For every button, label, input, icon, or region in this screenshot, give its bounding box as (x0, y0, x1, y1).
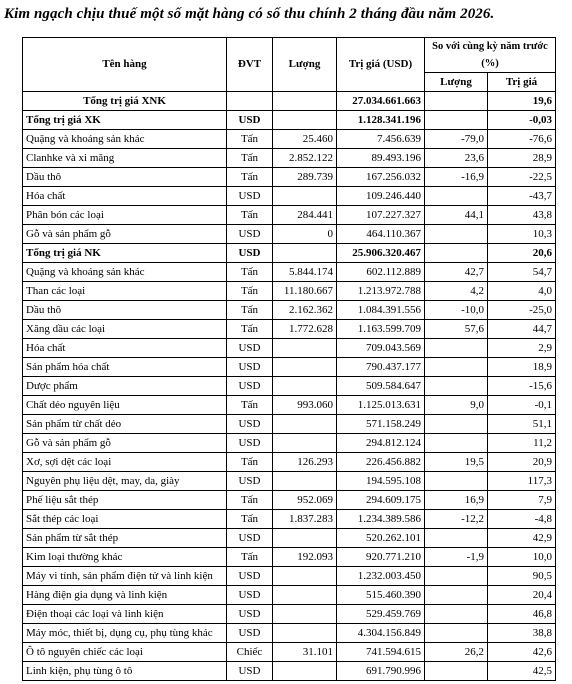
cell-value: 27.034.661.663 (337, 92, 425, 111)
cell-item-name: Phế liệu sắt thép (23, 491, 227, 510)
cell-unit: Tấn (227, 168, 273, 187)
cell-unit: USD (227, 586, 273, 605)
cell-quantity (273, 472, 337, 491)
cell-quantity: 126.293 (273, 453, 337, 472)
cell-unit: USD (227, 187, 273, 206)
cell-pct-value: 18,9 (488, 358, 556, 377)
cell-unit: USD (227, 434, 273, 453)
cell-item-name: Dầu thô (23, 301, 227, 320)
cell-item-name: Tổng trị giá XNK (23, 92, 227, 111)
cell-value: 25.906.320.467 (337, 244, 425, 263)
table-row (23, 206, 556, 225)
cell-value: 167.256.032 (337, 168, 425, 187)
cell-item-name: Máy móc, thiết bị, dụng cụ, phụ tùng khác (23, 624, 227, 643)
cell-quantity (273, 624, 337, 643)
table-row (23, 415, 556, 434)
cell-value: 1.234.389.586 (337, 510, 425, 529)
cell-quantity: 192.093 (273, 548, 337, 567)
cell-value: 515.460.390 (337, 586, 425, 605)
cell-pct-quantity (425, 111, 488, 130)
cell-value: 107.227.327 (337, 206, 425, 225)
cell-value: 194.595.108 (337, 472, 425, 491)
cell-quantity: 952.069 (273, 491, 337, 510)
cell-pct-quantity: -79,0 (425, 130, 488, 149)
cell-unit: USD (227, 244, 273, 263)
cell-quantity: 993.060 (273, 396, 337, 415)
cell-pct-quantity: -16,9 (425, 168, 488, 187)
cell-quantity (273, 434, 337, 453)
cell-pct-value: -22,5 (488, 168, 556, 187)
cell-pct-value: 19,6 (488, 92, 556, 111)
cell-unit: USD (227, 472, 273, 491)
cell-value: 464.110.367 (337, 225, 425, 244)
cell-item-name: Gỗ và sản phẩm gỗ (23, 434, 227, 453)
cell-pct-value: -4,8 (488, 510, 556, 529)
cell-pct-value: -25,0 (488, 301, 556, 320)
table-row (23, 187, 556, 206)
cell-pct-quantity: 26,2 (425, 643, 488, 662)
table-row (23, 548, 556, 567)
cell-pct-quantity: -10,0 (425, 301, 488, 320)
cell-unit: USD (227, 377, 273, 396)
table-row (23, 320, 556, 339)
cell-item-name: Clanhke và xi măng (23, 149, 227, 168)
cell-unit: Tấn (227, 263, 273, 282)
cell-quantity (273, 415, 337, 434)
cell-item-name: Xăng dầu các loại (23, 320, 227, 339)
table-row (23, 453, 556, 472)
cell-quantity (273, 358, 337, 377)
table-row (23, 491, 556, 510)
cell-item-name: Hóa chất (23, 339, 227, 358)
cell-pct-value: 11,2 (488, 434, 556, 453)
cell-item-name: Quặng và khoáng sản khác (23, 263, 227, 282)
cell-item-name: Linh kiện, phụ tùng ô tô (23, 662, 227, 681)
cell-value: 709.043.569 (337, 339, 425, 358)
cell-unit: USD (227, 225, 273, 244)
cell-item-name: Kim loại thường khác (23, 548, 227, 567)
table-row (23, 510, 556, 529)
cell-unit: Tấn (227, 396, 273, 415)
cell-pct-quantity (425, 567, 488, 586)
cell-item-name: Phân bón các loại (23, 206, 227, 225)
cell-pct-quantity (425, 339, 488, 358)
document-title: Kim ngạch chịu thuế một số mặt hàng có số thu chính 2 tháng đầu năm 2026. (4, 6, 495, 22)
cell-value: 741.594.615 (337, 643, 425, 662)
table-row (23, 168, 556, 187)
cell-pct-quantity (425, 225, 488, 244)
cell-quantity (273, 187, 337, 206)
cell-unit: Tấn (227, 149, 273, 168)
table-row (23, 111, 556, 130)
cell-unit: USD (227, 605, 273, 624)
cell-quantity (273, 529, 337, 548)
cell-value: 7.456.639 (337, 130, 425, 149)
cell-pct-value: 2,9 (488, 339, 556, 358)
table-row (23, 605, 556, 624)
table-row (23, 130, 556, 149)
cell-quantity: 5.844.174 (273, 263, 337, 282)
cell-pct-quantity (425, 434, 488, 453)
cell-quantity (273, 339, 337, 358)
cell-item-name: Sắt thép các loại (23, 510, 227, 529)
cell-item-name: Hàng điện gia dụng và linh kiện (23, 586, 227, 605)
cell-value: 294.812.124 (337, 434, 425, 453)
cell-pct-value: 46,8 (488, 605, 556, 624)
cell-value: 226.456.882 (337, 453, 425, 472)
cell-unit: Tấn (227, 282, 273, 301)
cell-unit (227, 92, 273, 111)
header-item-name: Tên hàng (23, 38, 227, 92)
cell-quantity (273, 662, 337, 681)
cell-quantity (273, 92, 337, 111)
cell-pct-value: 42,6 (488, 643, 556, 662)
table-row (23, 529, 556, 548)
cell-pct-value: 42,9 (488, 529, 556, 548)
cell-pct-value: 51,1 (488, 415, 556, 434)
cell-pct-quantity (425, 529, 488, 548)
table-row (23, 643, 556, 662)
cell-pct-value: -0,1 (488, 396, 556, 415)
cell-item-name: Sản phẩm từ sắt thép (23, 529, 227, 548)
table-row (23, 624, 556, 643)
table-row (23, 301, 556, 320)
cell-quantity (273, 605, 337, 624)
cell-pct-quantity (425, 377, 488, 396)
cell-pct-value: 42,5 (488, 662, 556, 681)
header-compare: So với cùng kỳ năm trước (%) (425, 38, 556, 73)
cell-value: 1.232.003.450 (337, 567, 425, 586)
cell-unit: Tấn (227, 301, 273, 320)
cell-item-name: Quặng và khoáng sản khác (23, 130, 227, 149)
cell-quantity (273, 586, 337, 605)
cell-item-name: Máy vi tính, sản phẩm điện tử và linh kiện (23, 567, 227, 586)
cell-pct-quantity: -12,2 (425, 510, 488, 529)
cell-quantity (273, 377, 337, 396)
table-row (23, 263, 556, 282)
tax-turnover-table (22, 37, 556, 681)
cell-pct-value: 20,6 (488, 244, 556, 263)
header-quantity: Lượng (273, 38, 337, 92)
header-compare-value: Trị giá (488, 73, 556, 92)
cell-pct-value: 20,4 (488, 586, 556, 605)
cell-unit: USD (227, 567, 273, 586)
header-unit: ĐVT (227, 38, 273, 92)
cell-value: 520.262.101 (337, 529, 425, 548)
cell-unit: USD (227, 111, 273, 130)
cell-pct-value: 43,8 (488, 206, 556, 225)
cell-unit: Tấn (227, 510, 273, 529)
cell-unit: USD (227, 415, 273, 434)
cell-item-name: Ô tô nguyên chiếc các loại (23, 643, 227, 662)
cell-item-name: Tổng trị giá XK (23, 111, 227, 130)
cell-item-name: Nguyên phụ liệu dệt, may, da, giày (23, 472, 227, 491)
cell-unit: USD (227, 529, 273, 548)
cell-pct-quantity (425, 624, 488, 643)
header-value: Trị giá (USD) (337, 38, 425, 92)
cell-value: 294.609.175 (337, 491, 425, 510)
cell-quantity: 284.441 (273, 206, 337, 225)
cell-value: 1.125.013.631 (337, 396, 425, 415)
cell-quantity: 1.772.628 (273, 320, 337, 339)
cell-pct-value: 44,7 (488, 320, 556, 339)
cell-value: 691.790.996 (337, 662, 425, 681)
cell-value: 1.213.972.788 (337, 282, 425, 301)
cell-value: 89.493.196 (337, 149, 425, 168)
cell-item-name: Dầu thô (23, 168, 227, 187)
cell-unit: Tấn (227, 491, 273, 510)
cell-pct-quantity: 9,0 (425, 396, 488, 415)
cell-pct-quantity: 4,2 (425, 282, 488, 301)
header-compare-quantity: Lượng (425, 73, 488, 92)
cell-value: 602.112.889 (337, 263, 425, 282)
cell-quantity (273, 244, 337, 263)
table-row (23, 434, 556, 453)
cell-pct-quantity (425, 472, 488, 491)
cell-value: 790.437.177 (337, 358, 425, 377)
table-row (23, 225, 556, 244)
table-row (23, 92, 556, 111)
cell-pct-quantity (425, 92, 488, 111)
cell-value: 529.459.769 (337, 605, 425, 624)
cell-value: 1.128.341.196 (337, 111, 425, 130)
table-row (23, 472, 556, 491)
cell-unit: Tấn (227, 548, 273, 567)
cell-pct-quantity (425, 187, 488, 206)
cell-pct-value: 20,9 (488, 453, 556, 472)
cell-unit: Tấn (227, 320, 273, 339)
table-row (23, 567, 556, 586)
cell-pct-quantity (425, 586, 488, 605)
cell-pct-quantity (425, 415, 488, 434)
cell-item-name: Chất dẻo nguyên liệu (23, 396, 227, 415)
cell-pct-value: -0,03 (488, 111, 556, 130)
table-row (23, 358, 556, 377)
cell-pct-quantity (425, 605, 488, 624)
cell-unit: USD (227, 339, 273, 358)
cell-pct-value: -76,6 (488, 130, 556, 149)
cell-item-name: Sản phẩm hóa chất (23, 358, 227, 377)
cell-unit: USD (227, 624, 273, 643)
table-row (23, 377, 556, 396)
cell-item-name: Xơ, sợi dệt các loại (23, 453, 227, 472)
cell-value: 109.246.440 (337, 187, 425, 206)
cell-quantity: 11.180.667 (273, 282, 337, 301)
cell-unit: Chiếc (227, 643, 273, 662)
cell-pct-value: -43,7 (488, 187, 556, 206)
cell-quantity: 1.837.283 (273, 510, 337, 529)
cell-value: 509.584.647 (337, 377, 425, 396)
cell-item-name: Gỗ và sản phẩm gỗ (23, 225, 227, 244)
cell-quantity: 0 (273, 225, 337, 244)
cell-pct-value: 4,0 (488, 282, 556, 301)
table-row (23, 149, 556, 168)
cell-value: 1.084.391.556 (337, 301, 425, 320)
cell-item-name: Tổng trị giá NK (23, 244, 227, 263)
cell-pct-value: -15,6 (488, 377, 556, 396)
cell-pct-value: 54,7 (488, 263, 556, 282)
cell-pct-quantity: 57,6 (425, 320, 488, 339)
cell-value: 1.163.599.709 (337, 320, 425, 339)
cell-quantity: 25.460 (273, 130, 337, 149)
cell-pct-quantity: 44,1 (425, 206, 488, 225)
table-row (23, 586, 556, 605)
cell-pct-quantity: 42,7 (425, 263, 488, 282)
cell-item-name: Than các loại (23, 282, 227, 301)
cell-unit: USD (227, 358, 273, 377)
cell-quantity (273, 567, 337, 586)
cell-unit: Tấn (227, 206, 273, 225)
table-row (23, 662, 556, 681)
cell-pct-quantity: -1,9 (425, 548, 488, 567)
cell-unit: USD (227, 662, 273, 681)
cell-pct-quantity (425, 358, 488, 377)
cell-quantity: 2.852.122 (273, 149, 337, 168)
table-row (23, 282, 556, 301)
cell-value: 4.304.156.849 (337, 624, 425, 643)
cell-quantity: 289.739 (273, 168, 337, 187)
cell-pct-quantity: 19,5 (425, 453, 488, 472)
cell-unit: Tấn (227, 130, 273, 149)
cell-pct-value: 117,3 (488, 472, 556, 491)
cell-pct-value: 38,8 (488, 624, 556, 643)
cell-pct-quantity: 23,6 (425, 149, 488, 168)
cell-pct-quantity: 16,9 (425, 491, 488, 510)
cell-unit: Tấn (227, 453, 273, 472)
cell-item-name: Điện thoại các loại và linh kiện (23, 605, 227, 624)
cell-pct-quantity (425, 244, 488, 263)
cell-pct-value: 7,9 (488, 491, 556, 510)
cell-pct-value: 28,9 (488, 149, 556, 168)
cell-quantity: 2.162.362 (273, 301, 337, 320)
table-row (23, 244, 556, 263)
cell-item-name: Sản phẩm từ chất dẻo (23, 415, 227, 434)
cell-pct-value: 90,5 (488, 567, 556, 586)
cell-pct-quantity (425, 662, 488, 681)
cell-item-name: Hóa chất (23, 187, 227, 206)
cell-value: 920.771.210 (337, 548, 425, 567)
cell-value: 571.158.249 (337, 415, 425, 434)
table-row (23, 339, 556, 358)
cell-item-name: Dược phẩm (23, 377, 227, 396)
cell-pct-value: 10,3 (488, 225, 556, 244)
cell-quantity: 31.101 (273, 643, 337, 662)
cell-pct-value: 10,0 (488, 548, 556, 567)
cell-quantity (273, 111, 337, 130)
table-row (23, 396, 556, 415)
